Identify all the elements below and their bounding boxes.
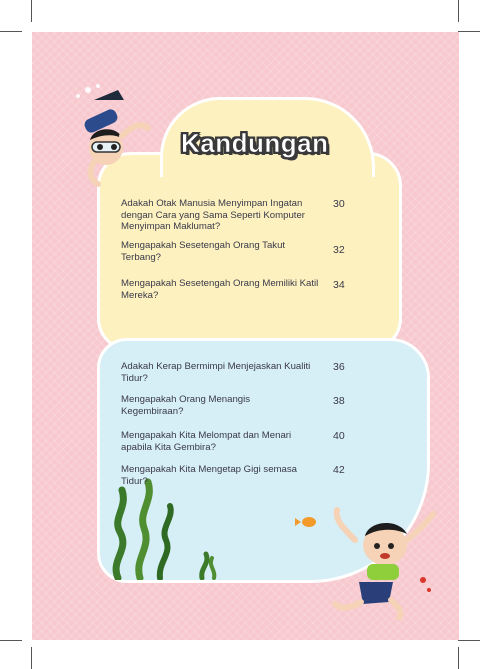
- crop-mark: [0, 31, 22, 32]
- crop-mark: [31, 647, 32, 669]
- toc-entry-title: Mengapakah Kita Melompat dan Menari apabila Kita Gembira?: [121, 430, 292, 453]
- toc-entry-title: Mengapakah Kita Mengetap Gigi semasa Tidur?: [121, 464, 297, 487]
- toc-entry-page: 34: [333, 279, 345, 291]
- toc-entry-page: 32: [333, 244, 345, 256]
- toc-entry-page: 38: [333, 395, 345, 407]
- crop-mark: [458, 640, 480, 641]
- toc-entry-title: Mengapakah Sesetengah Orang Memiliki Katil Mereka?: [121, 278, 319, 301]
- page-title: Kandungan: [181, 128, 329, 158]
- toc-entry-page: 30: [333, 198, 345, 210]
- toc-entry-title: Adakah Kerap Bermimpi Menjejaskan Kualiti Tidur?: [121, 361, 311, 384]
- toc-entry-title: Mengapakah Sesetengah Orang Takut Terbang?: [121, 240, 286, 263]
- toc-entry-page: 42: [333, 464, 345, 476]
- toc-entry-title: Adakah Otak Manusia Menyimpan Ingatan dengan Cara yang Sama Seperti Komputer Menyimpan Maklumat?: [121, 198, 305, 232]
- crop-mark: [0, 640, 22, 641]
- startled-boy-illustration: [295, 500, 445, 620]
- crop-mark: [458, 0, 459, 22]
- crop-mark: [458, 31, 480, 32]
- crop-mark: [31, 0, 32, 22]
- toc-entry-page: 36: [333, 361, 345, 373]
- toc-entry-page: 40: [333, 430, 345, 442]
- crop-mark: [458, 647, 459, 669]
- diving-boy-illustration: [58, 82, 168, 192]
- toc-entry-title: Mengapakah Orang Menangis Kegembiraan?: [121, 394, 251, 417]
